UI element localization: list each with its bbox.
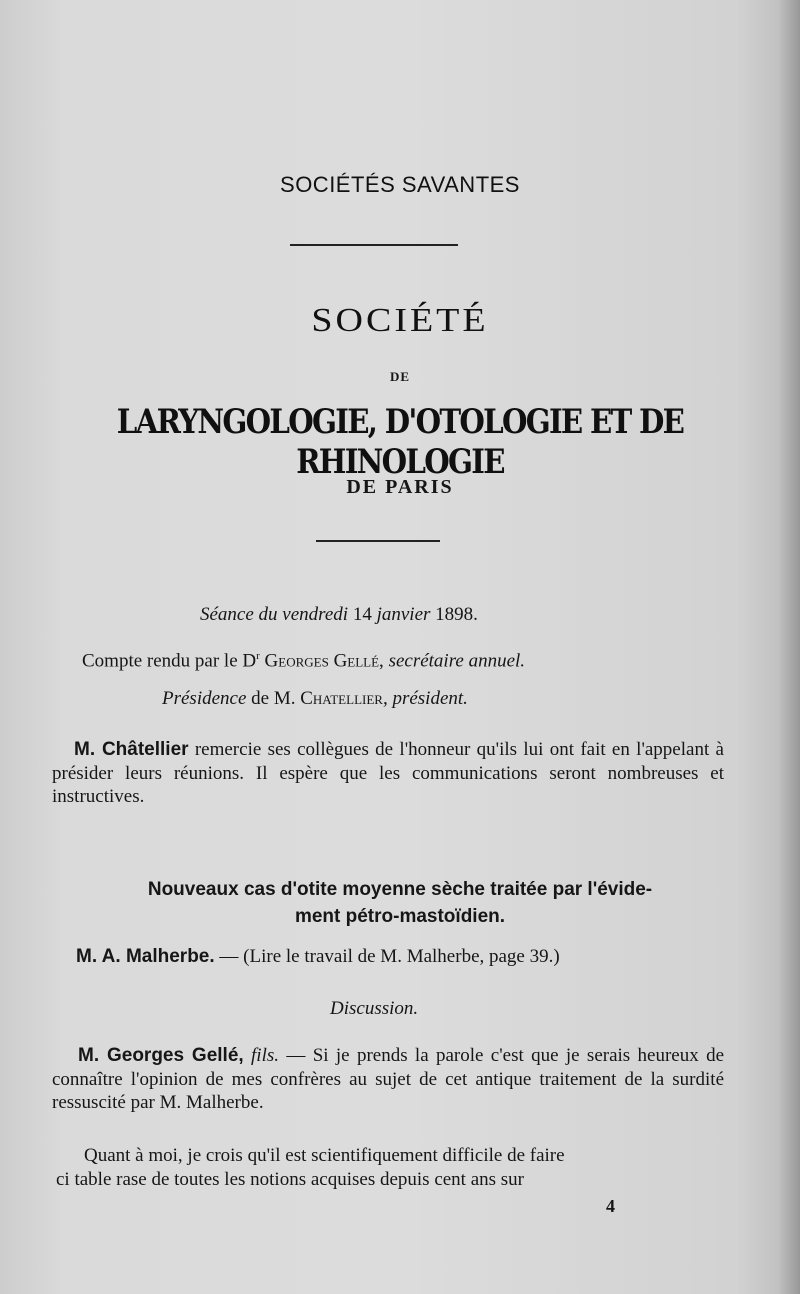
section-title: SOCIÉTÉS SAVANTES	[280, 172, 520, 197]
paragraph-quant-line1: Quant à moi, je crois qu'il est scientifiquement difficile de faire	[84, 1145, 565, 1166]
society-city: DE PARIS	[346, 476, 454, 498]
society-heading: SOCIÉTÉ	[311, 301, 489, 339]
society-full-name: LARYNGOLOGIE, D'OTOLOGIE ET DE RHINOLOGIE	[116, 402, 684, 482]
paragraph-chatellier: M. Châtellier remercie ses collègues de l'honneur qu'ils lui ont fait en l'appelant à présider leurs réunions. Il espère que les communications seront nombreuses et instructives.	[52, 739, 724, 808]
divider	[290, 244, 458, 246]
session-date: Séance du vendredi 14 janvier 1898.	[200, 604, 478, 625]
discussion-heading: Discussion.	[330, 998, 419, 1019]
page-number: 4	[606, 1196, 615, 1216]
communication-title: Nouveaux cas d'otite moyenne sèche traitée par l'évide- ment pétro-mastoïdien.	[147, 879, 653, 927]
report-line: Compte rendu par le $D^r$ Georges Gellé, secrétaire annuel.	[82, 650, 526, 672]
society-de: DE	[389, 369, 411, 384]
paragraph-gelle: M. Georges Gellé, fils. — Si je prends la parole c'est que je serais heureux de connaître l'opinion de mes confrères au sujet de cet antique traitement de la surdité ressuscité par M. Malherbe.	[52, 1045, 725, 1114]
malherbe-line: M. A. Malherbe. — (Lire le travail de M. Malherbe, page 39.)	[76, 946, 560, 967]
divider	[316, 540, 440, 542]
presidence-line: Présidence de M. Chatellier, président.	[162, 688, 468, 709]
paragraph-quant-line2: ci table rase de toutes les notions acquises depuis cent ans sur	[56, 1169, 525, 1190]
